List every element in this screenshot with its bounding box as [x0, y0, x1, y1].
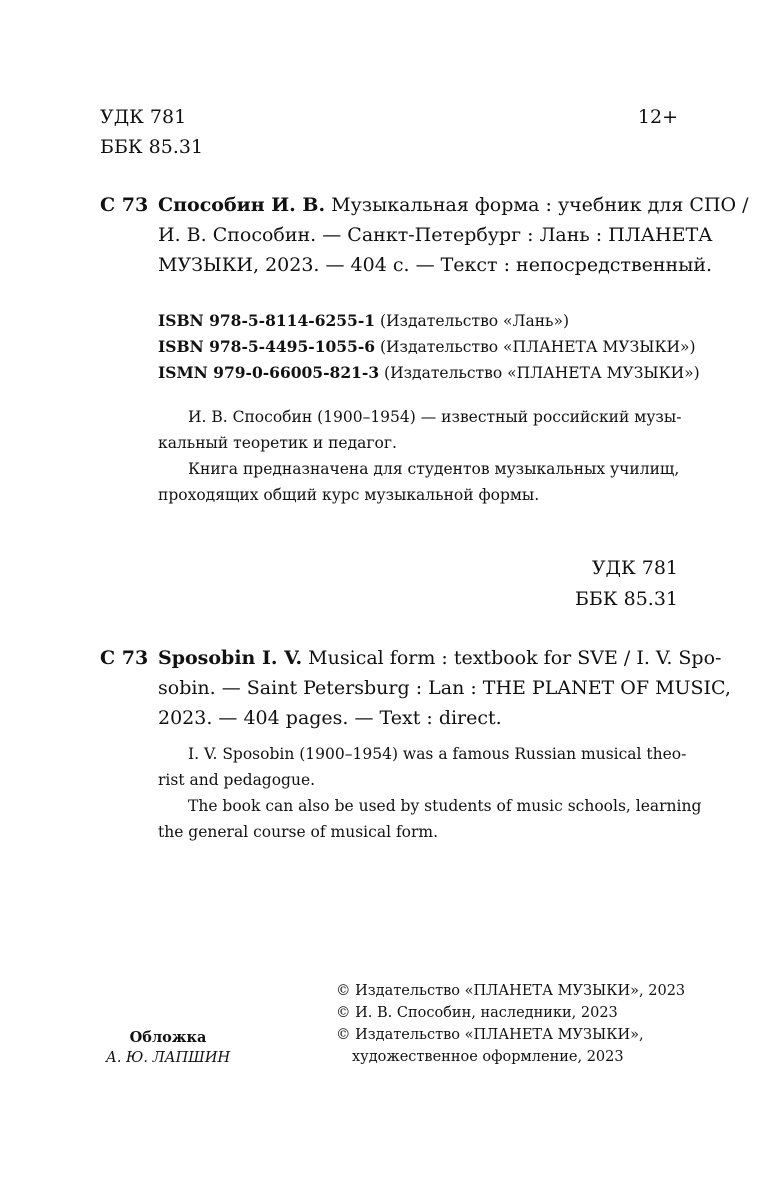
- en-entry-author: Sposobin I. V.: [158, 647, 303, 669]
- isbn-number: ISBN 978-5-8114-6255-1: [158, 311, 376, 330]
- isbn-publisher: (Издательство «Лань»): [375, 312, 570, 330]
- udk-top: УДК 781: [100, 106, 187, 128]
- age-rating: 12+: [637, 106, 678, 128]
- ru-annotation-p1-line1: И. В. Способин (1900–1954) — известный российский музы-: [188, 408, 682, 426]
- en-annotation-p2-line1: The book can also be used by students of music schools, learning: [188, 797, 702, 815]
- en-annotation: [158, 741, 702, 845]
- isbn-item: [158, 308, 678, 334]
- copyright-line: художественное оформление, 2023: [352, 1049, 624, 1065]
- ru-entry-line1: Музыкальная форма : учебник для СПО /: [325, 194, 749, 216]
- en-entry-code: С 73: [100, 647, 149, 669]
- isbn-number: ISBN 978-5-4495-1055-6: [158, 337, 376, 356]
- en-bibliographic-entry: [158, 643, 731, 733]
- copyright-block: [336, 980, 696, 1068]
- ismn-item: [158, 360, 700, 386]
- ru-annotation-p2-line1: Книга предназначена для студентов музыкальных училищ,: [188, 460, 680, 478]
- isbn-list: [158, 308, 700, 386]
- ru-entry-line3: МУЗЫКИ, 2023. — 404 с. — Текст : непосредственный.: [158, 254, 713, 276]
- isbn-item: [158, 334, 696, 360]
- en-entry-line2: sobin. — Saint Petersburg : Lan : THE PLANET OF MUSIC,: [158, 677, 731, 699]
- ismn-number: ISMN 979-0-66005-821-3: [158, 363, 380, 382]
- ru-entry-author: Способин И. В.: [158, 194, 326, 216]
- cover-label: Обложка: [129, 1029, 207, 1046]
- ru-entry-code: С 73: [100, 194, 149, 216]
- ru-bibliographic-entry: [158, 190, 749, 280]
- ru-annotation-p2-line2: проходящих общий курс музыкальной формы.: [158, 486, 540, 504]
- ru-annotation-p1-line2: кальный теоретик и педагог.: [158, 434, 397, 452]
- ismn-publisher: (Издательство «ПЛАНЕТА МУЗЫКИ»): [379, 364, 700, 382]
- isbn-publisher: (Издательство «ПЛАНЕТА МУЗЫКИ»): [375, 338, 696, 356]
- udk-mid: УДК 781: [591, 557, 678, 579]
- en-annotation-p2-line2: the general course of musical form.: [158, 823, 439, 841]
- cover-artist: А. Ю. ЛАПШИН: [105, 1050, 231, 1066]
- en-annotation-p1-line1: I. V. Sposobin (1900–1954) was a famous Russian musical theo-: [188, 745, 687, 763]
- ru-entry-line2: И. В. Способин. — Санкт-Петербург : Лань : ПЛАНЕТА: [158, 224, 713, 246]
- en-annotation-p1-line2: rist and pedagogue.: [158, 771, 316, 789]
- en-entry-line3: 2023. — 404 pages. — Text : direct.: [158, 707, 502, 729]
- bbk-mid: ББК 85.31: [574, 588, 678, 610]
- en-entry-line1: Musical form : textbook for SVE / I. V. Spo-: [302, 647, 722, 669]
- bbk-top: ББК 85.31: [100, 136, 204, 158]
- copyright-line: © И. В. Способин, наследники, 2023: [336, 1005, 618, 1021]
- ru-annotation: [158, 404, 682, 508]
- copyright-line: © Издательство «ПЛАНЕТА МУЗЫКИ»,: [336, 1027, 644, 1043]
- copyright-line: © Издательство «ПЛАНЕТА МУЗЫКИ», 2023: [336, 983, 686, 999]
